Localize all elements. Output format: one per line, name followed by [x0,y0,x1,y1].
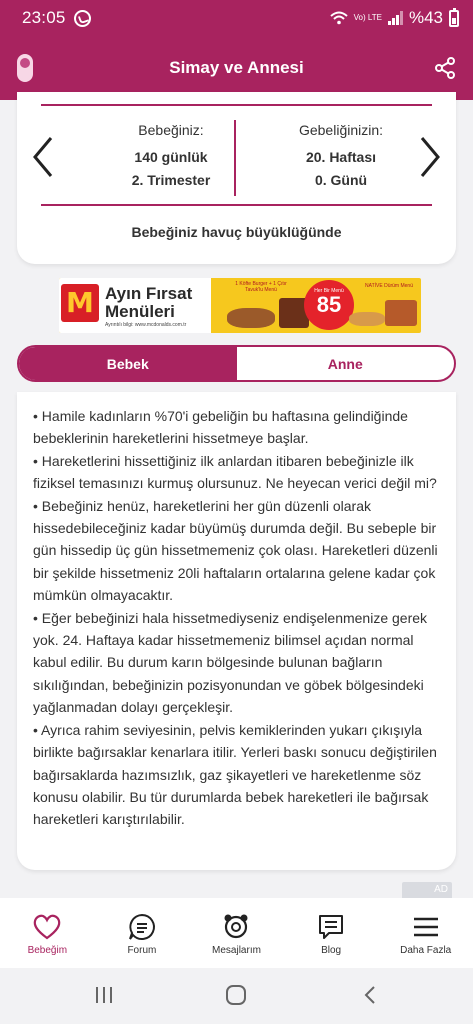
volte-indicator: Vo) LTE [353,13,382,22]
ad-caption-right: NATİVE Dürüm Menü [365,283,413,289]
previous-week-button[interactable] [29,132,59,182]
ad-indicator[interactable]: AD [402,882,452,898]
menu-icon [411,912,441,942]
pregnancy-info-card [17,92,456,264]
baby-size-text: Bebeğiniz havuç büyüklüğünde [131,224,342,240]
back-icon[interactable] [358,984,382,1006]
baby-age-column [91,122,251,188]
baby-label: Bebeğiniz: [138,122,204,138]
system-navigation-bar [0,968,473,1024]
baby-mother-tabs [17,345,456,382]
info-paragraph: • Bebeğiniz henüz, hareketlerini her gün düzenli olarak hissedebileceğiniz kadar büyümüş durumda değil. Bu sebeple bir gün hissedip üç gün hissetmemeniz çok olası. Hareketleri düzenli bir şekilde hissetmeniz 20li haftaların ortalarına gelene kadar çok mümkün olmayacaktır. [33,497,438,604]
ad-title-line2: Menüleri [105,302,175,321]
nav-label: Forum [127,945,157,956]
info-paragraph: • Ayrıca rahim seviyesinin, pelvis kemiklerinden yukarı çıkışıyla birlikte bağırsaklar kenarlara itilir. Yerleri baskı sonucu değiştirilen bağırsaklarda hazımsızlık, gaz şikayetleri ve hareketlenme söz konusu olabilir. Bu tür durumlarda bebek hareketleri ile bağırsak hareketleri karıştırılabilir. [33,721,437,828]
ad-caption-left: 1 Köfte Burger + 1 Çıtır Tavuk'lu Menü [235,281,287,293]
nav-item-mesajlarim[interactable] [189,898,284,968]
heart-icon [32,912,62,942]
nav-item-bebegim[interactable] [0,898,95,968]
battery-icon [449,10,459,27]
app-logo-icon[interactable] [17,54,33,82]
pregnancy-week: 20. Haftası [305,149,377,165]
nav-label: Daha Fazla [400,945,452,956]
trimester: 2. Trimester [131,172,211,188]
messages-icon [221,912,251,942]
app-title: Simay ve Annesi [169,58,304,77]
drink-image-2 [385,300,417,326]
price-badge: Her Bir Menü 85 [304,280,354,330]
nav-label: Mesajlarım [212,945,261,956]
ad-title-line1: Ayın Fırsat [105,284,193,303]
nav-label: Blog [321,945,342,956]
blog-icon [316,912,346,942]
weekly-info-card [17,392,456,870]
recent-apps-icon[interactable] [92,984,116,1006]
nav-item-forum[interactable] [95,898,190,968]
next-week-button[interactable] [414,132,444,182]
signal-icon [388,11,403,25]
status-bar [0,0,473,36]
pregnancy-week-column [261,122,421,188]
pregnancy-day: 0. Günü [314,172,368,188]
divider [41,104,432,106]
whatsapp-icon [74,10,91,27]
mcdonalds-logo: M [61,284,99,322]
chat-bubble-icon [127,912,157,942]
baby-age: 140 günlük [134,149,208,165]
wifi-icon [330,11,348,25]
pregnancy-label: Gebeliğinizin: [298,122,384,138]
status-icons [330,8,459,28]
ad-banner[interactable] [59,278,421,333]
wrap-image [349,312,385,326]
bottom-navigation [0,898,473,968]
home-icon[interactable] [224,984,248,1006]
nav-label: Bebeğim [27,945,68,956]
tab-mother[interactable]: Anne [327,355,363,372]
nav-item-daha-fazla[interactable] [378,898,473,968]
nav-item-blog[interactable] [284,898,379,968]
vertical-divider [234,120,236,196]
info-paragraph: • Eğer bebeğinizi hala hissetmediyseniz endişelenmenize gerek yok. 24. Haftaya kadar hissetmemeniz bilimsel açıdan normal kabul edilir. Bu durum karın bölgesinde bulunan bağların sıkılığından, bebeğinizin pozisyonundan ve göbek bölgesindeki yağlanmadan dolayı gerçekleşir. [33,609,428,716]
status-time: 23:05 [22,8,66,27]
tab-baby[interactable]: Bebek [19,347,237,380]
info-paragraph: • Hamile kadınların %70'i gebeliğin bu haftasına gelindiğinde bebeklerinin hareketlerini hissetmeye başlar. [33,408,408,447]
app-bar [0,36,473,100]
burger-image [227,308,275,328]
ad-small-print: Ayrıntılı bilgi: www.mcdonalds.com.tr [105,322,187,328]
info-paragraph: • Hareketlerini hissettiğiniz ilk anlardan itibaren bebeğinizle ilk fiziksel temasınızı kurmuş olursunuz. Ne heyecan verici değil mi? [33,452,437,492]
share-icon[interactable] [433,56,457,80]
battery-percentage: %43 [408,8,443,27]
divider [41,204,432,206]
